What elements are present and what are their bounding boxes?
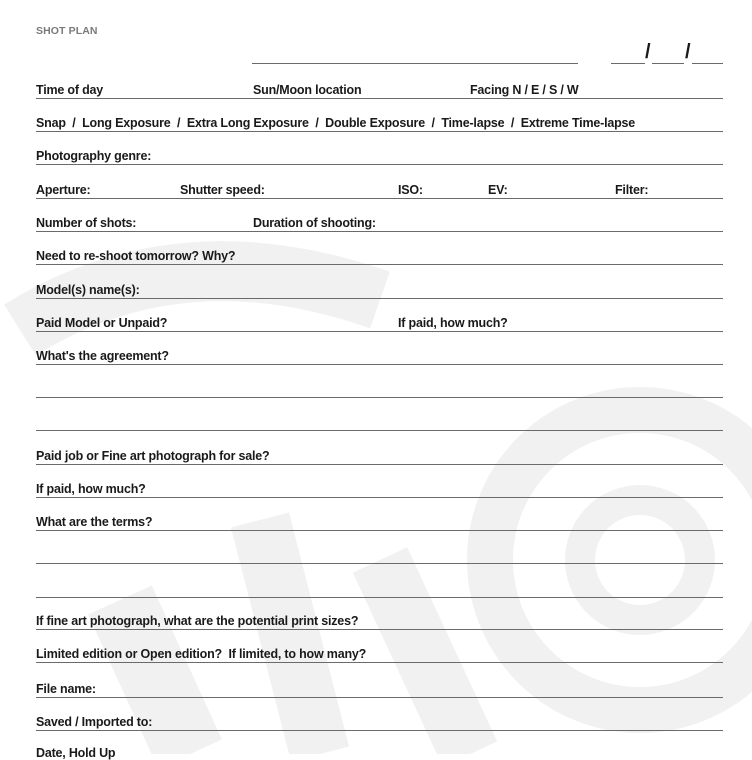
date-year-field[interactable] [692, 63, 723, 64]
file-name-row[interactable] [36, 677, 723, 698]
job-fee-label: If paid, how much? [36, 482, 146, 496]
agreement-row[interactable] [36, 344, 723, 365]
time-sun-facing-row[interactable] [36, 78, 723, 99]
agreement-label: What's the agreement? [36, 349, 169, 363]
models-label: Model(s) name(s): [36, 283, 140, 297]
cut-off-label: Date, Hold Up [36, 746, 116, 760]
camera-settings-row[interactable] [36, 178, 723, 199]
reshoot-label: Need to re-shoot tomorrow? Why? [36, 249, 236, 263]
shutter-speed-label: Shutter speed: [180, 183, 265, 197]
paid-model-row[interactable] [36, 311, 723, 332]
shots-duration-row[interactable] [36, 211, 723, 232]
terms-blank-line[interactable] [36, 563, 723, 564]
job-fee-row[interactable] [36, 477, 723, 498]
exposure-types-label: Snap / Long Exposure / Extra Long Exposure / Double Exposure / Time-lapse / Extreme Time-lapse [36, 116, 636, 130]
print-sizes-row[interactable] [36, 609, 723, 630]
print-sizes-label: If fine art photograph, what are the potential print sizes? [36, 614, 359, 628]
title-field-line[interactable] [252, 63, 578, 64]
aperture-label: Aperture: [36, 183, 91, 197]
terms-blank-line[interactable] [36, 597, 723, 598]
terms-row[interactable] [36, 510, 723, 531]
sun-moon-label: Sun/Moon location [253, 83, 362, 97]
date-slash-1: / [645, 41, 651, 63]
saved-row[interactable] [36, 710, 723, 731]
page-title: SHOT PLAN [36, 25, 98, 37]
paid-job-row[interactable] [36, 444, 723, 465]
terms-label: What are the terms? [36, 515, 153, 529]
iso-label: ISO: [398, 183, 423, 197]
genre-label: Photography genre: [36, 149, 152, 163]
file-name-label: File name: [36, 682, 96, 696]
date-slash-2: / [685, 41, 691, 63]
date-month-field[interactable] [652, 63, 684, 64]
paid-model-label: Paid Model or Unpaid? [36, 316, 168, 330]
number-of-shots-label: Number of shots: [36, 216, 137, 230]
models-row[interactable] [36, 278, 723, 299]
time-of-day-label: Time of day [36, 83, 104, 97]
agreement-blank-line[interactable] [36, 430, 723, 431]
paid-job-label: Paid job or Fine art photograph for sale? [36, 449, 270, 463]
genre-row[interactable] [36, 144, 723, 165]
date-day-field[interactable] [611, 63, 645, 64]
agreement-blank-line[interactable] [36, 397, 723, 398]
reshoot-row[interactable] [36, 244, 723, 265]
saved-label: Saved / Imported to: [36, 715, 153, 729]
edition-row[interactable] [36, 642, 723, 663]
exposure-type-row[interactable] [36, 111, 723, 132]
ev-label: EV: [488, 183, 508, 197]
facing-label: Facing N / E / S / W [470, 83, 579, 97]
filter-label: Filter: [615, 183, 649, 197]
edition-label: Limited edition or Open edition? If limited, to how many? [36, 647, 367, 661]
model-fee-label: If paid, how much? [398, 316, 508, 330]
duration-label: Duration of shooting: [253, 216, 376, 230]
